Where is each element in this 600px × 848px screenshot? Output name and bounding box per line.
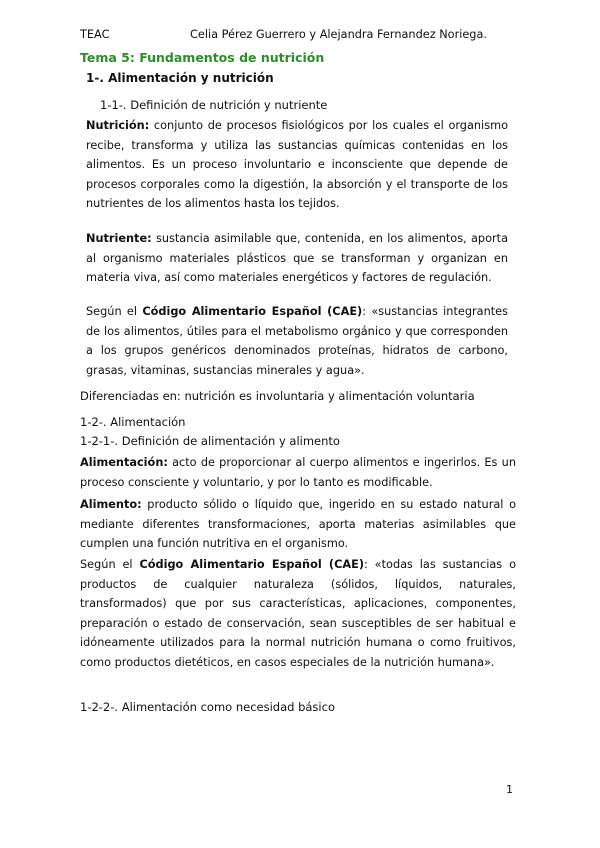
cae1-term: Código Alimentario Español (CAE) [142,305,363,318]
title-text: Fundamentos de nutrición [134,50,325,65]
header-course: TEAC [80,28,110,41]
subsection-heading-1-1: 1-1-. Definición de nutrición y nutriente [100,98,328,112]
cae2-pre: Según el [80,558,140,571]
page-header [80,28,520,44]
subsection-heading-1-2-2: 1-2-2-. Alimentación como necesidad básico [80,700,335,714]
cae-alimento-paragraph [80,555,516,672]
alimentacion-paragraph [80,453,516,492]
nutricion-paragraph [86,116,508,214]
alimento-text: producto sólido o líquido que, ingerido en su estado natural o mediante diferentes transformaciones, aporta materias asimilables que cumplen una función nutritiva en el organismo. [80,498,516,550]
cae-nutriente-paragraph [86,302,508,380]
differences-line: Diferenciadas en: nutrición es involuntaria y alimentación voluntaria [80,389,475,403]
nutriente-term: Nutriente: [86,232,152,245]
title-label: Tema 5: [80,50,135,65]
nutriente-text: sustancia asimilable que, contenida, en los alimentos, aporta al organismo materiales plásticos que se transforman y organizan en materia viva, así como materiales energéticos y factores de regulación. [86,232,508,284]
section-heading-1: 1-. Alimentación y nutrición [86,71,274,85]
alimentacion-term: Alimentación: [80,456,168,469]
nutricion-term: Nutrición: [86,119,150,132]
header-authors: Celia Pérez Guerrero y Alejandra Fernandez Noriega. [190,28,487,41]
alimento-paragraph [80,495,516,554]
cae1-pre: Según el [86,305,143,318]
alimento-term: Alimento: [80,498,142,511]
page-number: 1 [506,783,513,796]
cae2-term: Código Alimentario Español (CAE) [139,558,365,571]
alimentacion-text: acto de proporcionar al cuerpo alimentos e ingerirlos. Es un proceso consciente y voluntario, y por lo tanto es modificable. [80,456,516,489]
cae1-text: : «sustancias integrantes de los alimentos, útiles para el metabolismo orgánico y que corresponden a los grupos genéricos denominados proteínas, hidratos de carbono, grasas, vitaminas, sustancias minerales y agua». [86,305,508,377]
nutriente-paragraph [86,229,508,288]
cae2-text: : «todas las sustancias o productos de cualquier naturaleza (sólidos, líquidos, naturales, transformados) que por sus características, aplicaciones, componentes, preparación o estado de conservación, sean susceptibles de ser habitual e idóneamente utilizados para la normal nutrición humana o como fruitivos, como productos dietéticos, en casos especiales de la nutrición humana». [80,558,516,669]
subsection-heading-1-2-1: 1-2-1-. Definición de alimentación y alimento [80,434,340,448]
document-title [80,50,324,65]
nutricion-text: conjunto de procesos fisiológicos por los cuales el organismo recibe, transforma y utiliza las sustancias químicas contenidas en los alimentos. Es un proceso involuntario e inconsciente que depende de procesos corporales como la digestión, la absorción y el transporte de los nutrientes de los alimentos hasta los tejidos. [86,119,508,210]
subsection-heading-1-2: 1-2-. Alimentación [80,415,186,429]
